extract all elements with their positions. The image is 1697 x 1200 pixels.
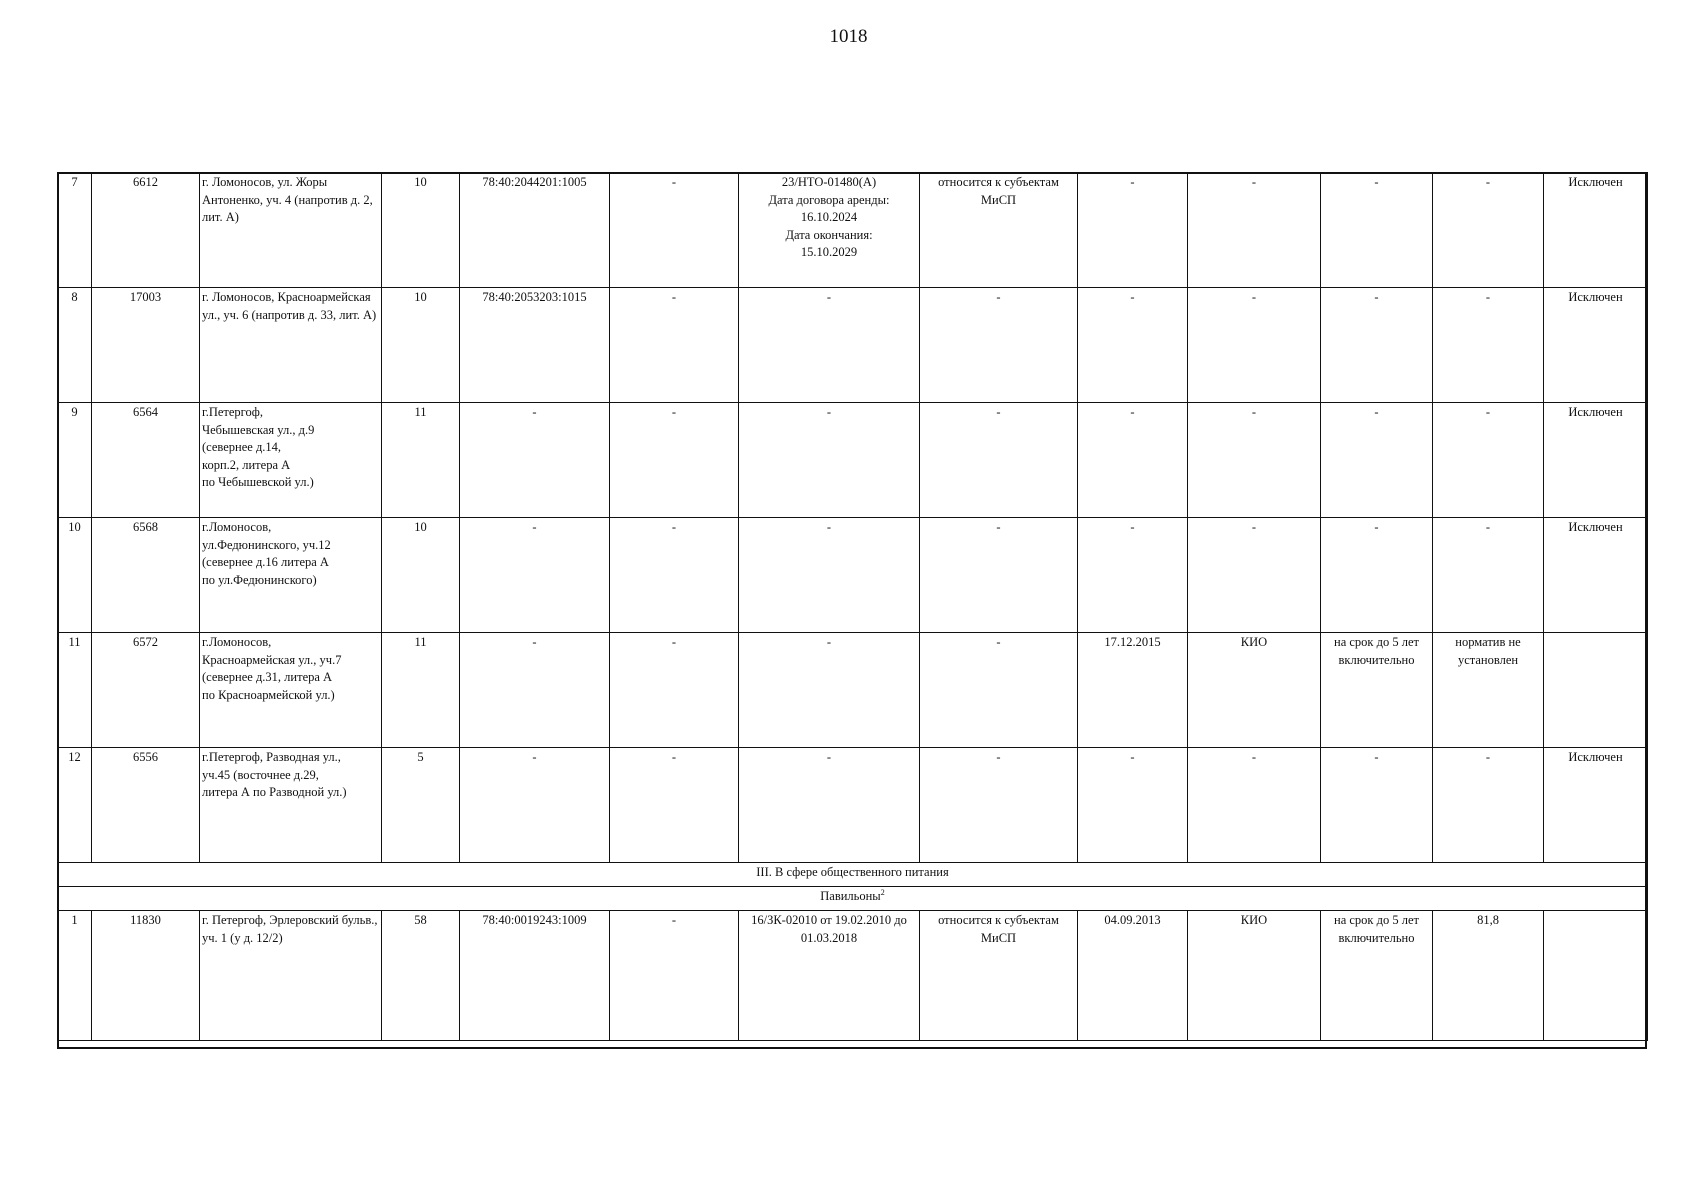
cell-c6: -	[610, 633, 739, 748]
cell-area: 10	[382, 518, 460, 633]
cell-addr: г.Петергоф, Чебышевская ул., д.9 (севернее д.14, корп.2, литера А по Чебышевской ул.)	[200, 403, 382, 518]
table-row	[58, 288, 1648, 403]
cell-norm: норматив не установлен	[1433, 633, 1544, 748]
cell-date: 04.09.2013	[1078, 911, 1188, 1041]
cell-c6: -	[610, 911, 739, 1041]
cell-org: -	[1188, 748, 1321, 863]
cell-cadastral: -	[460, 403, 610, 518]
subsection-row	[58, 887, 1648, 911]
cell-contract: 23/НТО-01480(А) Дата договора аренды: 16.10.2024 Дата окончания: 15.10.2029	[739, 173, 920, 288]
cell-status: Исключен	[1544, 173, 1648, 288]
cell-cadastral: -	[460, 633, 610, 748]
cell-contract: -	[739, 403, 920, 518]
table-row	[58, 173, 1648, 288]
cell-norm: 81,8	[1433, 911, 1544, 1041]
cell-date: -	[1078, 173, 1188, 288]
cell-org: -	[1188, 173, 1321, 288]
cell-addr: г. Ломоносов, Красноармейская ул., уч. 6 (напротив д. 33, лит. А)	[200, 288, 382, 403]
cell-status: Исключен	[1544, 288, 1648, 403]
cell-c6: -	[610, 748, 739, 863]
cell-area: 10	[382, 173, 460, 288]
cell-c6: -	[610, 403, 739, 518]
table-row	[58, 911, 1648, 1041]
cell-n: 7	[58, 173, 92, 288]
cell-status	[1544, 911, 1648, 1041]
cell-area: 11	[382, 403, 460, 518]
cell-term: -	[1321, 748, 1433, 863]
cell-norm: -	[1433, 403, 1544, 518]
cell-contract: -	[739, 633, 920, 748]
cell-norm: -	[1433, 518, 1544, 633]
cell-c6: -	[610, 288, 739, 403]
cell-term: на срок до 5 лет включительно	[1321, 911, 1433, 1041]
cell-contract: -	[739, 288, 920, 403]
cell-id: 6556	[92, 748, 200, 863]
cell-addr: г.Ломоносов, Красноармейская ул., уч.7 (севернее д.31, литера А по Красноармейской ул.)	[200, 633, 382, 748]
footnote-marker: 2	[880, 887, 885, 897]
cell-contract: -	[739, 518, 920, 633]
cell-date: -	[1078, 518, 1188, 633]
cell-area: 58	[382, 911, 460, 1041]
cell-smsp: относится к субъектам МиСП	[920, 173, 1078, 288]
cell-org: -	[1188, 403, 1321, 518]
cell-n: 12	[58, 748, 92, 863]
cell-date: -	[1078, 288, 1188, 403]
page-number: 1018	[829, 26, 868, 47]
cell-smsp: -	[920, 518, 1078, 633]
cell-contract: 16/ЗК-02010 от 19.02.2010 до 01.03.2018	[739, 911, 920, 1041]
cell-date: 17.12.2015	[1078, 633, 1188, 748]
cell-smsp: относится к субъектам МиСП	[920, 911, 1078, 1041]
cell-id: 6564	[92, 403, 200, 518]
cell-org: КИО	[1188, 633, 1321, 748]
cell-n: 10	[58, 518, 92, 633]
cell-area: 11	[382, 633, 460, 748]
table-row	[58, 748, 1648, 863]
cell-n: 9	[58, 403, 92, 518]
cell-status	[1544, 633, 1648, 748]
cell-norm: -	[1433, 173, 1544, 288]
cell-status: Исключен	[1544, 518, 1648, 633]
cell-n: 1	[58, 911, 92, 1041]
cell-id: 17003	[92, 288, 200, 403]
cell-org: -	[1188, 288, 1321, 403]
cell-org: КИО	[1188, 911, 1321, 1041]
cell-cadastral: -	[460, 518, 610, 633]
cell-term: -	[1321, 173, 1433, 288]
cell-cadastral: -	[460, 748, 610, 863]
cell-org: -	[1188, 518, 1321, 633]
cell-addr: г.Ломоносов, ул.Федюнинского, уч.12 (севернее д.16 литера А по ул.Федюнинского)	[200, 518, 382, 633]
section-title: III. В сфере общественного питания	[58, 863, 1648, 887]
cell-cadastral: 78:40:2044201:1005	[460, 173, 610, 288]
cell-addr: г. Ломоносов, ул. Жоры Антоненко, уч. 4 (напротив д. 2, лит. А)	[200, 173, 382, 288]
subsection-title: Павильоны$^2$	[58, 887, 1648, 911]
register-table	[57, 172, 1648, 1041]
cell-n: 8	[58, 288, 92, 403]
cell-c6: -	[610, 518, 739, 633]
cell-smsp: -	[920, 633, 1078, 748]
cell-date: -	[1078, 748, 1188, 863]
cell-term: -	[1321, 518, 1433, 633]
cell-term: -	[1321, 403, 1433, 518]
cell-status: Исключен	[1544, 748, 1648, 863]
cell-id: 11830	[92, 911, 200, 1041]
cell-cadastral: 78:40:0019243:1009	[460, 911, 610, 1041]
table-row	[58, 518, 1648, 633]
cell-n: 11	[58, 633, 92, 748]
cell-area: 10	[382, 288, 460, 403]
cell-id: 6612	[92, 173, 200, 288]
cell-norm: -	[1433, 288, 1544, 403]
cell-date: -	[1078, 403, 1188, 518]
table-row	[58, 633, 1648, 748]
cell-id: 6568	[92, 518, 200, 633]
table-row	[58, 403, 1648, 518]
cell-c6: -	[610, 173, 739, 288]
cell-smsp: -	[920, 288, 1078, 403]
cell-status: Исключен	[1544, 403, 1648, 518]
section-row	[58, 863, 1648, 887]
cell-area: 5	[382, 748, 460, 863]
cell-cadastral: 78:40:2053203:1015	[460, 288, 610, 403]
cell-addr: г.Петергоф, Разводная ул., уч.45 (восточнее д.29, литера А по Разводной ул.)	[200, 748, 382, 863]
cell-term: -	[1321, 288, 1433, 403]
cell-norm: -	[1433, 748, 1544, 863]
cell-term: на срок до 5 лет включительно	[1321, 633, 1433, 748]
cell-contract: -	[739, 748, 920, 863]
cell-smsp: -	[920, 403, 1078, 518]
cell-id: 6572	[92, 633, 200, 748]
cell-smsp: -	[920, 748, 1078, 863]
cell-addr: г. Петергоф, Эрлеровский бульв., уч. 1 (у д. 12/2)	[200, 911, 382, 1041]
